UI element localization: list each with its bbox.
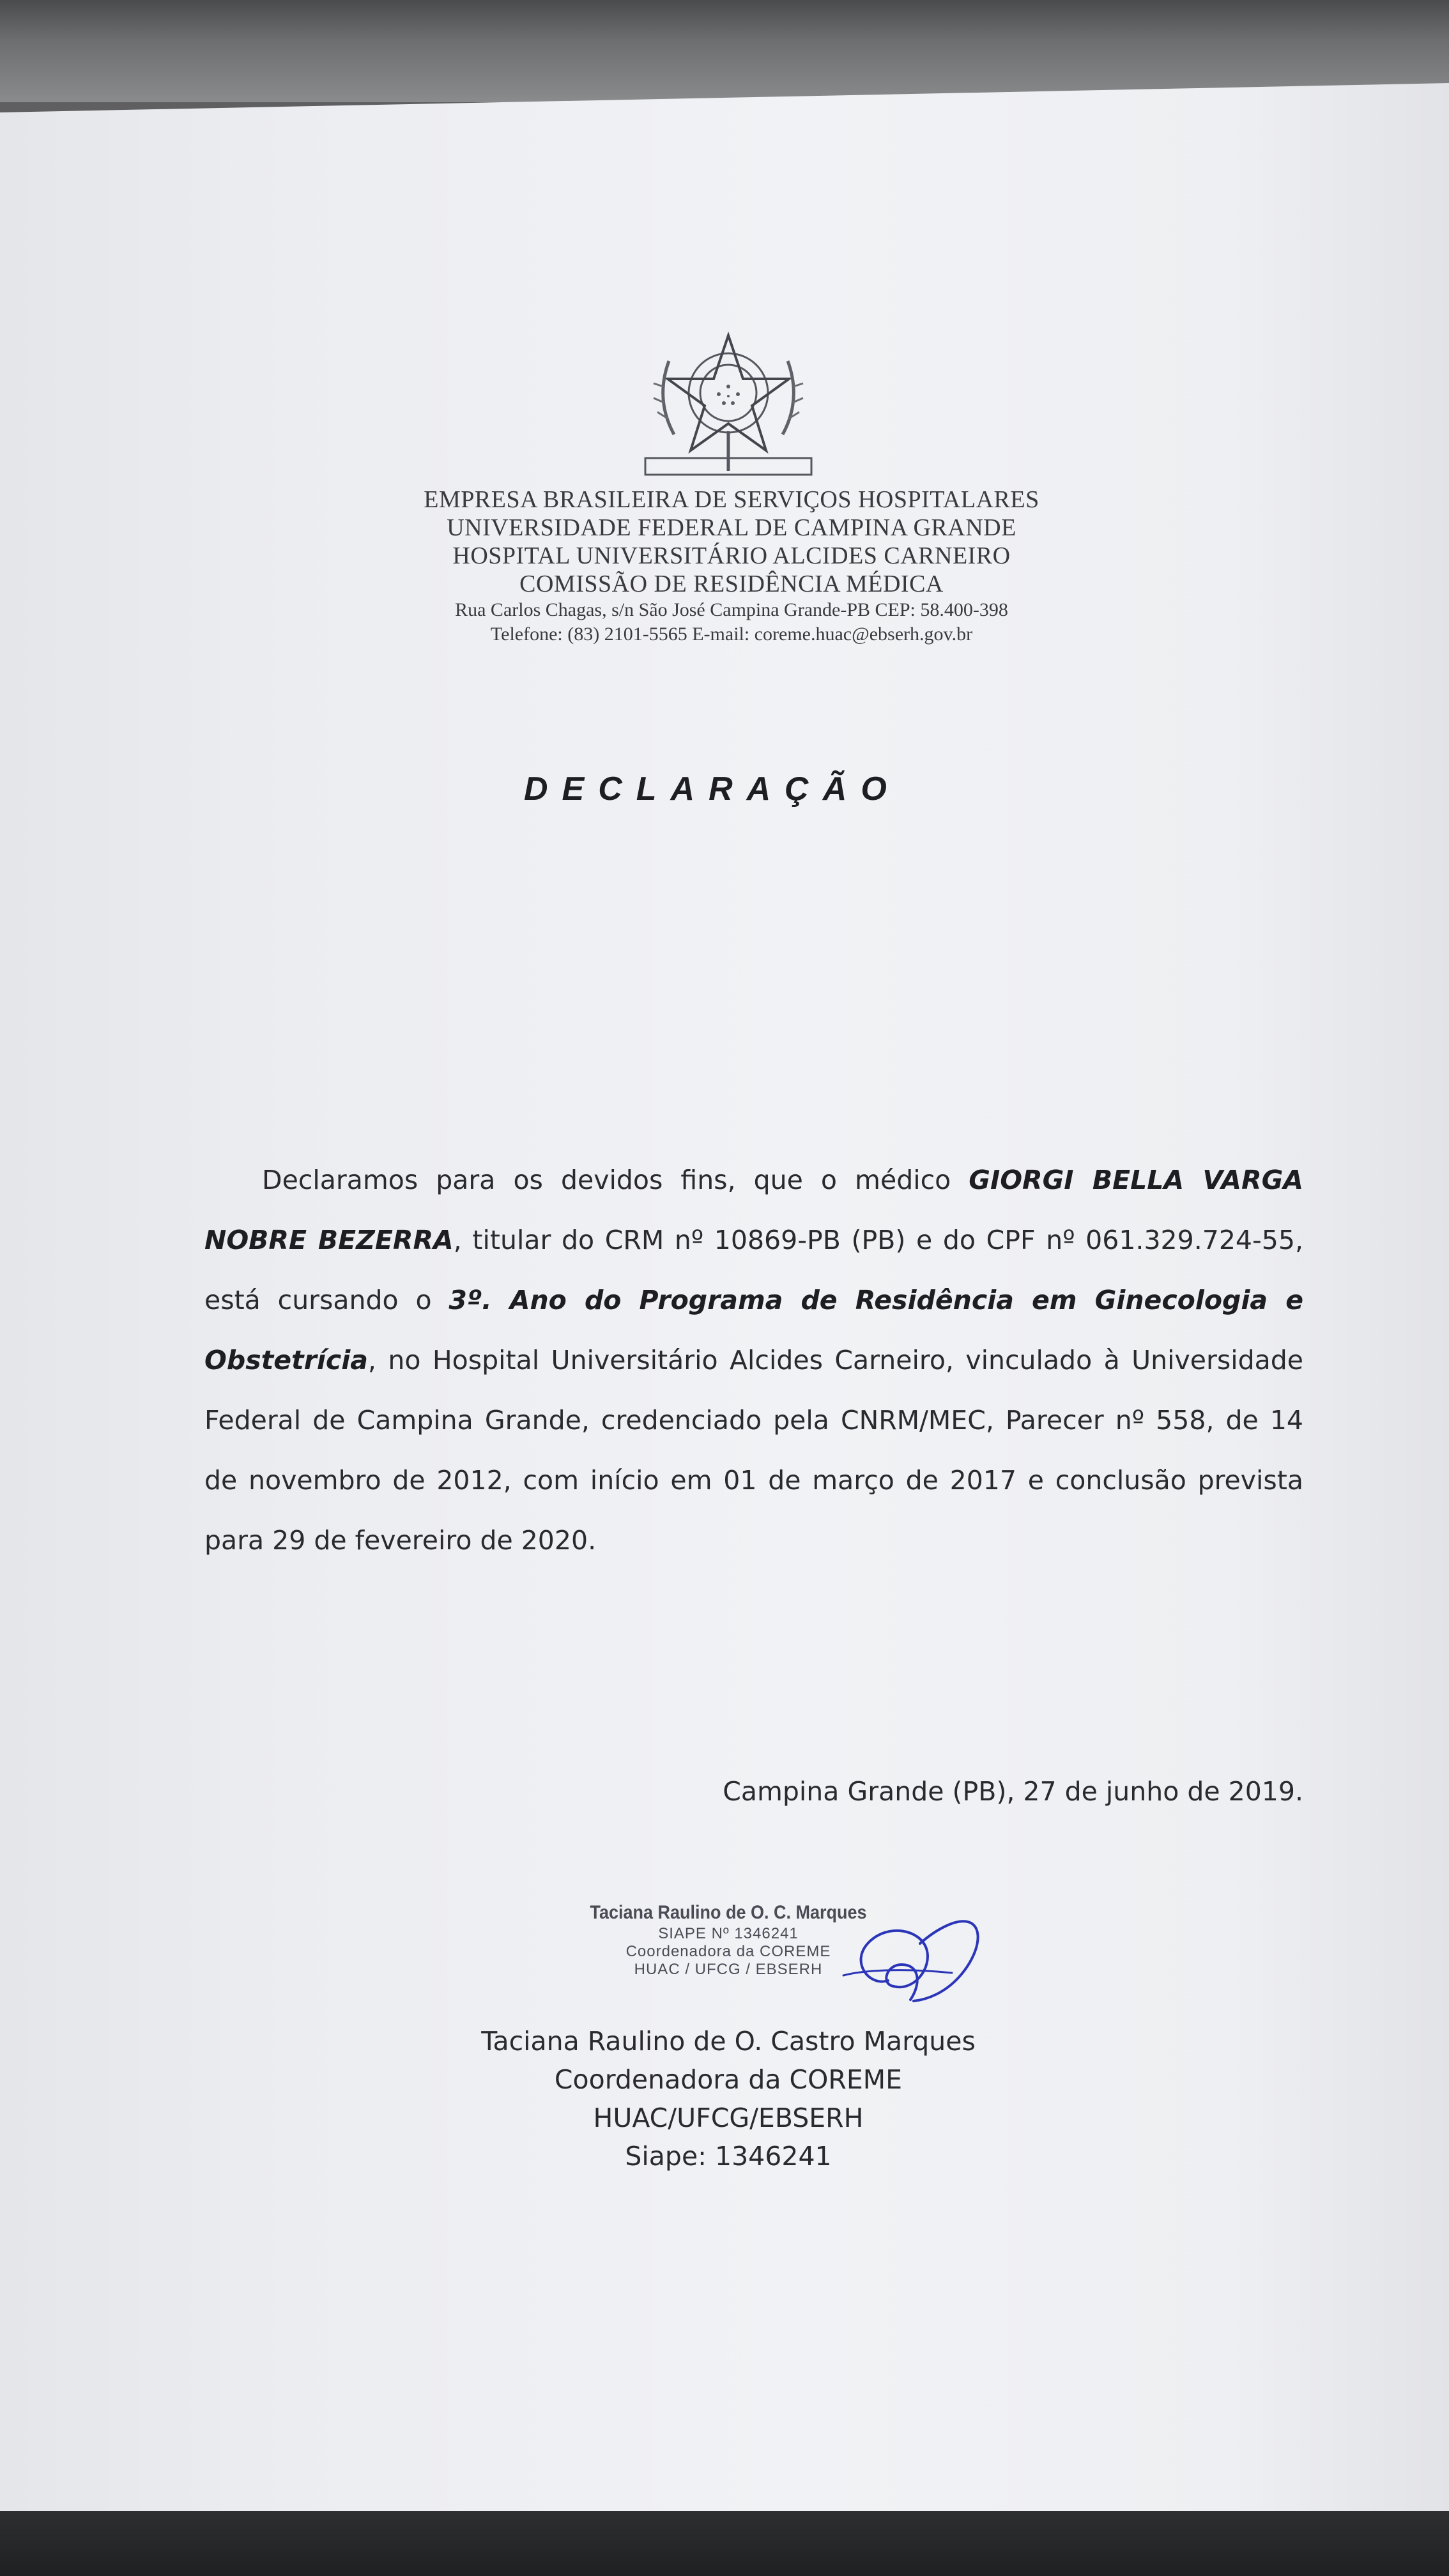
signer-role: Coordenadora da COREME <box>554 2064 903 2095</box>
stamp-siape: SIAPE Nº 1346241 <box>658 1925 799 1942</box>
residency-program: 3º. Ano do Programa de Residência em Ginecologia e Obstetrícia <box>204 1285 1303 1376</box>
document-title: DECLARAÇÃO <box>524 770 901 808</box>
coat-of-arms-seal <box>629 323 827 482</box>
signer-block <box>383 2022 1073 2175</box>
declaration-body <box>204 1150 1303 1570</box>
body-credentials: , titular do CRM nº 10869-PB (PB) e do CPF nº 061.329.724-55, está cursando o <box>204 1225 1303 1315</box>
body-details: , no Hospital Universitário Alcides Carneiro, vinculado à Universidade Federal de Campina Grande, credenciado pela CNRM/MEC, Parecer nº 558, de 14 de novembro de 2012, com início em 01 de março de 2017 e conclusão prevista para 29 de fevereiro de 2020. <box>204 1345 1303 1556</box>
letterhead-line: HOSPITAL UNIVERSITÁRIO ALCIDES CARNEIRO <box>452 542 1011 569</box>
handwritten-signature <box>824 1904 997 2012</box>
stamp-name: Taciana Raulino de O. C. Marques <box>590 1902 867 1923</box>
letterhead <box>358 486 1105 647</box>
stamp-org: HUAC / UFCG / EBSERH <box>634 1961 823 1978</box>
letterhead-line: UNIVERSIDADE FEDERAL DE CAMPINA GRANDE <box>447 514 1016 541</box>
letterhead-line: EMPRESA BRASILEIRA DE SERVIÇOS HOSPITALARES <box>424 486 1039 513</box>
letterhead-contact: Telefone: (83) 2101-5565 E-mail: coreme.huac@ebserh.gov.br <box>490 624 973 645</box>
letterhead-line: COMISSÃO DE RESIDÊNCIA MÉDICA <box>519 571 944 597</box>
doctor-name: GIORGI BELLA VARGA NOBRE BEZERRA <box>204 1165 1303 1255</box>
letterhead-address: Rua Carlos Chagas, s/n São José Campina Grande-PB CEP: 58.400-398 <box>455 599 1008 620</box>
body-intro: Declaramos para os devidos fins, que o médico <box>262 1165 969 1195</box>
background-bottom <box>0 2511 1449 2576</box>
background-top <box>0 0 1449 102</box>
stamp-role: Coordenadora da COREME <box>625 1943 831 1960</box>
signer-org: HUAC/UFCG/EBSERH <box>593 2103 864 2133</box>
signer-name: Taciana Raulino de O. Castro Marques <box>481 2026 976 2057</box>
place-date: Campina Grande (PB), 27 de junho de 2019. <box>723 1776 1303 1807</box>
signer-siape: Siape: 1346241 <box>625 2141 832 2172</box>
